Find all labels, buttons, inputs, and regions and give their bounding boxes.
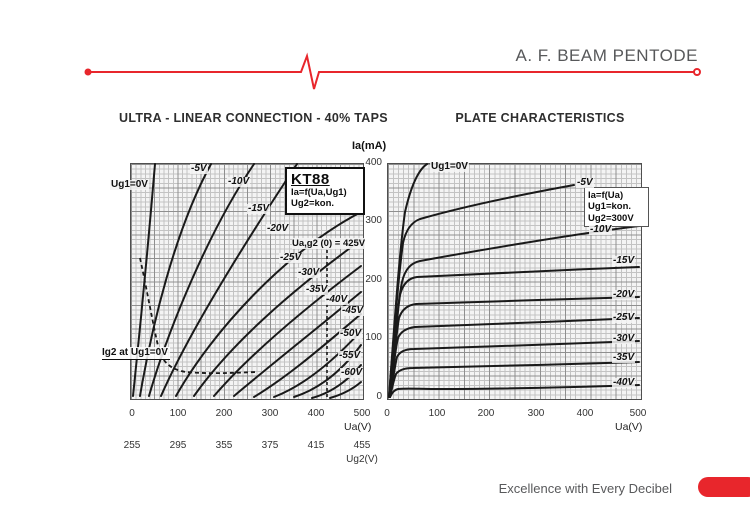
ug2-tick: 255 (123, 440, 141, 451)
ug2-tick: 415 (307, 440, 325, 451)
curve-label: -60V (341, 367, 363, 378)
x-tick: 200 (477, 408, 495, 419)
y-tick: 400 (365, 157, 382, 168)
curve-label: -50V (340, 328, 362, 339)
x-tick: 300 (527, 408, 545, 419)
curve-label: -40V (326, 294, 348, 305)
x-tick: 100 (169, 408, 187, 419)
cond-line2: Ug1=kon. (588, 201, 632, 213)
curve-label: Ug1=0V (431, 161, 468, 172)
y-tick: 0 (376, 391, 382, 402)
x-tick: 300 (261, 408, 279, 419)
ug2-tick: 355 (215, 440, 233, 451)
x-tick: 400 (307, 408, 325, 419)
curve-label: -15V (613, 255, 635, 266)
right-chart-title: PLATE CHARACTERISTICS (455, 111, 625, 125)
curve-label: -30V (298, 267, 320, 278)
curve-right-ug1-15 (390, 267, 639, 397)
x-tick: 500 (353, 408, 371, 419)
kt88-box-line2: Ug2=kon. (291, 198, 335, 210)
x-tick: 0 (384, 408, 390, 419)
curve-label: -20V (267, 223, 289, 234)
ug2-tick: 375 (261, 440, 279, 451)
ug2-tick: 295 (169, 440, 187, 451)
x-tick: 100 (428, 408, 446, 419)
curve-label: -40V (613, 377, 635, 388)
curve-left-ug1-5 (140, 164, 211, 396)
curve-label: -45V (342, 305, 364, 316)
footer-slogan: Excellence with Every Decibel (498, 481, 672, 496)
x-tick: 200 (215, 408, 233, 419)
y-tick: 300 (365, 215, 382, 226)
curve-label: -10V (590, 224, 612, 235)
curve-label: -20V (613, 289, 635, 300)
annotation-425v: Ua,g2 (0) = 425V (292, 238, 366, 249)
y-axis-label: Ia(mA) (352, 140, 387, 152)
tube-name: KT88 (291, 171, 330, 188)
curve-label: -15V (248, 203, 270, 214)
y-tick: 100 (365, 332, 382, 343)
ug2-axis-label: Ug2(V) (346, 454, 378, 465)
left-chart-title: ULTRA - LINEAR CONNECTION - 40% TAPS (119, 111, 388, 125)
x-tick: 500 (629, 408, 647, 419)
curve-label: -5V (577, 177, 593, 188)
footer-red-pill (698, 477, 750, 497)
heartbeat-rule-icon (85, 56, 701, 89)
curve-label: -10V (228, 176, 250, 187)
x-tick: 0 (129, 408, 135, 419)
curve-label: -25V (280, 252, 302, 263)
curve-right-ug1-40 (390, 385, 639, 397)
curve-label: -30V (613, 333, 635, 344)
curve-label: -25V (613, 312, 635, 323)
curve-right-ug1-35 (390, 362, 639, 397)
curve-right-ug1-10 (389, 226, 639, 397)
ug2-tick: 455 (353, 440, 371, 451)
curve-label: -35V (613, 352, 635, 363)
curve-label: -5V (191, 163, 207, 174)
curve-label: Ug1=0V (111, 179, 148, 190)
page-title: A. F. BEAM PENTODE (515, 46, 698, 65)
curve-label: -35V (306, 284, 328, 295)
x-tick: 400 (576, 408, 594, 419)
plate-cond-box (584, 187, 649, 227)
kt88-info-box (285, 167, 365, 215)
x-axis-label-right: Ua(V) (615, 421, 643, 433)
kt88-box-line1: Ia=f(Ua,Ug1) (291, 187, 347, 199)
ig2-label: Ig2 at Ug1=0V (102, 347, 168, 358)
cond-line3: Ug2=300V (588, 212, 634, 224)
curve-label: -55V (339, 350, 361, 361)
curve-right-ug1-25 (390, 318, 639, 397)
y-tick: 200 (365, 274, 382, 285)
cond-line1: Ia=f(Ua) (588, 190, 624, 201)
curve-right-ug1-20 (390, 297, 639, 397)
x-axis-label-left: Ua(V) (344, 421, 372, 433)
